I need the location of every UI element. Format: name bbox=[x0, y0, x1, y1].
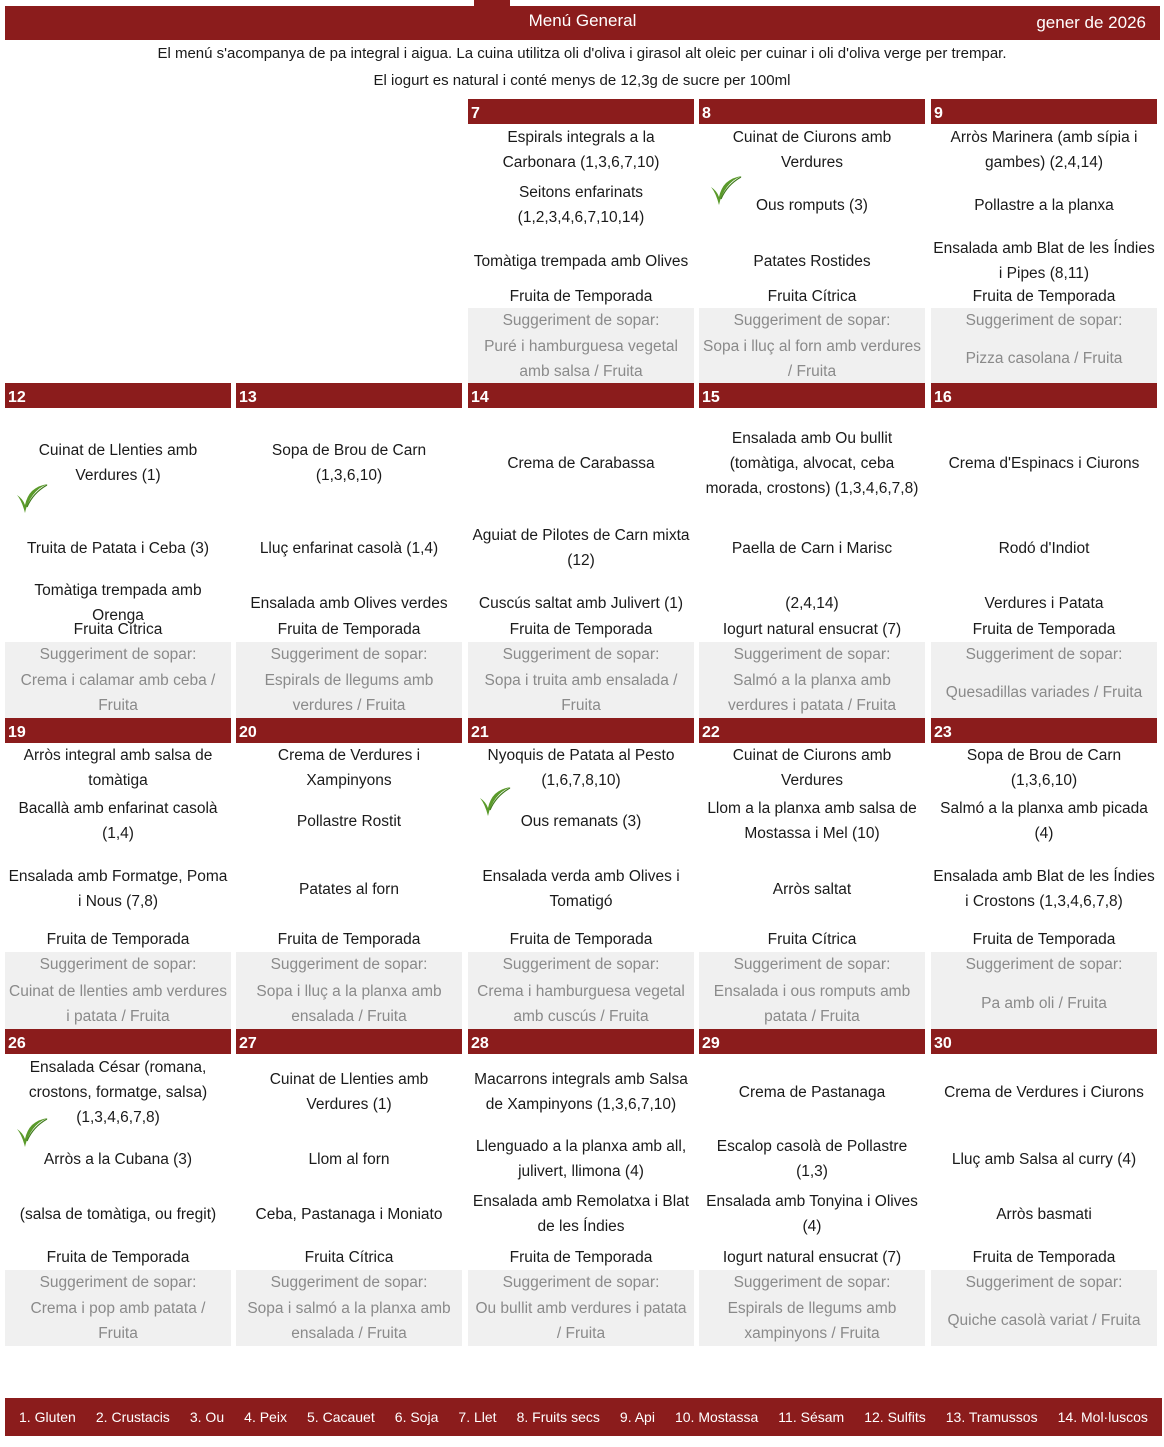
leaf-icon bbox=[13, 1115, 49, 1149]
day-number: 14 bbox=[468, 383, 694, 408]
dessert: Fruita de Temporada bbox=[972, 287, 1116, 305]
dessert: Fruita de Temporada bbox=[972, 930, 1116, 948]
day-cell-12 bbox=[5, 383, 231, 719]
second-course: Bacallà amb enfarinat casolà (1,4) bbox=[18, 800, 218, 842]
dinner-suggestion bbox=[699, 308, 925, 384]
allergen-item: 13. Tramussos bbox=[945, 1409, 1038, 1425]
dinner-suggestion-text: Sopa i salmó a la planxa amb ensalada / Fruita bbox=[247, 1299, 451, 1342]
dinner-suggestion-text: Quiche casolà variat / Fruita bbox=[947, 1312, 1141, 1329]
dinner-suggestion-text: Salmó a la planxa amb verdures i patata / Fruita bbox=[728, 671, 896, 714]
dessert: Fruita Cítrica bbox=[73, 620, 163, 638]
dessert: Fruita Cítrica bbox=[304, 1248, 394, 1266]
side-dish: Patates Rostides bbox=[753, 252, 871, 270]
first-course: Crema de Pastanaga bbox=[738, 1083, 886, 1101]
day-number: 26 bbox=[5, 1029, 231, 1054]
dinner-suggestion-text: Sopa i truita amb ensalada / Fruita bbox=[484, 671, 678, 714]
day-number: 9 bbox=[931, 99, 1157, 124]
allergen-item: 14. Mol·luscos bbox=[1057, 1409, 1148, 1425]
day-cell-23 bbox=[931, 718, 1157, 1030]
first-course: Arròs integral amb salsa de tomàtiga bbox=[23, 747, 213, 789]
dinner-suggestion-text: Espirals de llegums amb xampinyons / Fruita bbox=[727, 1299, 897, 1342]
dessert: Iogurt natural ensucrat (7) bbox=[722, 620, 902, 638]
dinner-suggestion-label: Suggeriment de sopar: bbox=[733, 956, 891, 973]
day-number: 28 bbox=[468, 1029, 694, 1054]
day-number: 16 bbox=[931, 383, 1157, 408]
allergen-item: 9. Api bbox=[619, 1409, 655, 1425]
dinner-suggestion bbox=[931, 642, 1157, 718]
day-cell-28 bbox=[468, 1029, 694, 1352]
dinner-suggestion-text: Cuinat de llenties amb verdures i patata / Fruita bbox=[9, 982, 227, 1025]
second-course: Pollastre a la planxa bbox=[974, 196, 1114, 214]
leaf-icon bbox=[13, 481, 49, 515]
dinner-suggestion-label: Suggeriment de sopar: bbox=[502, 956, 660, 973]
side-dish: Ensalada amb Tonyina i Olives (4) bbox=[706, 1193, 918, 1235]
allergen-item: 5. Cacauet bbox=[307, 1409, 375, 1425]
dessert: Fruita de Temporada bbox=[509, 620, 653, 638]
dinner-suggestion bbox=[931, 308, 1157, 384]
dessert: Fruita Cítrica bbox=[767, 287, 857, 305]
second-course: Lluç amb Salsa al curry (4) bbox=[951, 1150, 1137, 1168]
second-course: Escalop casolà de Pollastre (1,3) bbox=[716, 1138, 908, 1180]
dinner-suggestion bbox=[699, 642, 925, 718]
dinner-suggestion-label: Suggeriment de sopar: bbox=[502, 1274, 660, 1291]
second-course: Llom al forn bbox=[308, 1150, 390, 1168]
leaf-icon bbox=[476, 784, 512, 818]
second-course: Salmó a la planxa amb picada (4) bbox=[940, 800, 1148, 842]
first-course: Cuinat de Llenties amb Verdures (1) bbox=[269, 1071, 429, 1113]
day-cell-15 bbox=[699, 383, 925, 719]
day-number: 20 bbox=[236, 718, 462, 743]
dinner-suggestion bbox=[236, 1270, 462, 1346]
first-course: Crema de Verdures i Ciurons bbox=[944, 1083, 1144, 1101]
dinner-suggestion bbox=[468, 308, 694, 384]
second-course: Lluç enfarinat casolà (1,4) bbox=[259, 539, 439, 557]
day-cell-16 bbox=[931, 383, 1157, 719]
dinner-suggestion-text: Pizza casolana / Fruita bbox=[965, 350, 1123, 367]
day-cell-26 bbox=[5, 1029, 231, 1352]
day-cell-19 bbox=[5, 718, 231, 1030]
dinner-suggestion bbox=[931, 1270, 1157, 1346]
dessert: Iogurt natural ensucrat (7) bbox=[722, 1248, 902, 1266]
second-course: Arròs a la Cubana (3) bbox=[43, 1150, 193, 1168]
dessert: Fruita de Temporada bbox=[277, 930, 421, 948]
dinner-suggestion-text: Sopa i lluç a la planxa amb ensalada / Fruita bbox=[256, 982, 442, 1025]
first-course: Crema d'Espinacs i Ciurons bbox=[948, 454, 1140, 472]
leaf-icon bbox=[707, 173, 743, 207]
side-dish: Tomàtiga trempada amb Orenga bbox=[34, 582, 202, 624]
dessert: Fruita de Temporada bbox=[509, 1248, 653, 1266]
second-course: Aguiat de Pilotes de Carn mixta (12) bbox=[472, 527, 690, 569]
allergen-item: 8. Fruits secs bbox=[516, 1409, 600, 1425]
dinner-suggestion bbox=[468, 642, 694, 718]
side-dish: Ensalada amb Remolatxa i Blat de les Índies bbox=[472, 1193, 690, 1235]
dinner-suggestion-text: Ensalada i ous romputs amb patata / Fruita bbox=[713, 982, 911, 1025]
dinner-suggestion bbox=[5, 1270, 231, 1346]
dinner-suggestion-label: Suggeriment de sopar: bbox=[270, 1274, 428, 1291]
first-course: Cuinat de Ciurons amb Verdures bbox=[732, 747, 892, 789]
side-dish: Ensalada amb Formatge, Poma i Nous (7,8) bbox=[8, 868, 228, 910]
dinner-suggestion-label: Suggeriment de sopar: bbox=[270, 646, 428, 663]
day-cell-13 bbox=[236, 383, 462, 719]
side-dish: Verdures i Patata bbox=[984, 594, 1104, 612]
dinner-suggestion-text: Pa amb oli / Fruita bbox=[981, 995, 1107, 1012]
first-course: Crema de Carabassa bbox=[507, 454, 655, 472]
dinner-suggestion-text: Crema i hamburguesa vegetal amb cuscús / Fruita bbox=[477, 982, 685, 1025]
second-course: Ous remanats (3) bbox=[520, 812, 642, 830]
dinner-suggestion-text: Espirals de llegums amb verdures / Fruita bbox=[264, 671, 434, 714]
second-course: Pollastre Rostit bbox=[296, 812, 402, 830]
side-dish: Arròs saltat bbox=[772, 880, 852, 898]
allergen-item: 1. Gluten bbox=[19, 1409, 76, 1425]
day-number: 22 bbox=[699, 718, 925, 743]
day-number: 29 bbox=[699, 1029, 925, 1054]
side-dish: Ensalada amb Blat de les Índies i Pipes (8,11) bbox=[933, 240, 1155, 282]
dinner-suggestion bbox=[699, 952, 925, 1030]
dessert: Fruita de Temporada bbox=[46, 930, 190, 948]
dinner-suggestion-text: Ou bullit amb verdures i patata / Fruita bbox=[475, 1299, 687, 1342]
second-course: Ous romputs (3) bbox=[756, 196, 868, 214]
dinner-suggestion-label: Suggeriment de sopar: bbox=[733, 646, 891, 663]
dinner-suggestion-label: Suggeriment de sopar: bbox=[39, 1274, 197, 1291]
allergen-item: 12. Sulfits bbox=[864, 1409, 926, 1425]
month-label: gener de 2026 bbox=[1036, 13, 1146, 32]
second-course: Seitons enfarinats (1,2,3,4,6,7,10,14) bbox=[517, 184, 645, 226]
side-dish: Tomàtiga trempada amb Olives bbox=[473, 252, 689, 270]
second-course: Truita de Patata i Ceba (3) bbox=[26, 539, 210, 557]
dinner-suggestion-label: Suggeriment de sopar: bbox=[39, 956, 197, 973]
allergen-item: 11. Sésam bbox=[778, 1409, 845, 1425]
dinner-suggestion-label: Suggeriment de sopar: bbox=[965, 1274, 1123, 1291]
day-cell-7 bbox=[468, 99, 694, 384]
allergen-item: 4. Peix bbox=[244, 1409, 287, 1425]
first-course: Cuinat de Ciurons amb Verdures bbox=[732, 129, 892, 171]
first-course: Arròs Marinera (amb sípia i gambes) (2,4,14) bbox=[950, 129, 1138, 171]
day-cell-8 bbox=[699, 99, 925, 384]
dinner-suggestion bbox=[931, 952, 1157, 1030]
dinner-suggestion-label: Suggeriment de sopar: bbox=[502, 646, 660, 663]
dinner-suggestion bbox=[468, 952, 694, 1030]
side-dish: Cuscús saltat amb Julivert (1) bbox=[478, 594, 684, 612]
first-course: Sopa de Brou de Carn (1,3,6,10) bbox=[966, 747, 1122, 789]
allergen-item: 10. Mostassa bbox=[674, 1409, 759, 1425]
day-number: 27 bbox=[236, 1029, 462, 1054]
intro-line-2: El iogurt es natural i conté menys de 12,3g de sucre per 100ml bbox=[373, 72, 791, 89]
side-dish: (2,4,14) bbox=[785, 594, 839, 612]
day-number: 7 bbox=[468, 99, 694, 124]
intro-line-1: El menú s'acompanya de pa integral i aigua. La cuina utilitza oli d'oliva i girasol alt oleic per cuinar i oli d'oliva verge per trempar. bbox=[157, 45, 1007, 62]
dessert: Fruita de Temporada bbox=[46, 1248, 190, 1266]
dinner-suggestion-label: Suggeriment de sopar: bbox=[270, 956, 428, 973]
week-row bbox=[5, 718, 1162, 1030]
first-course: Ensalada amb Ou bullit (tomàtiga, alvocat, ceba morada, crostons) (1,3,4,6,7,8) bbox=[705, 429, 919, 497]
week-row bbox=[5, 383, 1162, 719]
dinner-suggestion-label: Suggeriment de sopar: bbox=[733, 312, 891, 329]
dinner-suggestion bbox=[5, 952, 231, 1030]
dinner-suggestion-text: Quesadillas variades / Fruita bbox=[945, 684, 1143, 701]
day-cell-30 bbox=[931, 1029, 1157, 1352]
title-bar bbox=[5, 6, 1160, 40]
first-course: Espirals integrals a la Carbonara (1,3,6,7,10) bbox=[502, 129, 660, 171]
dinner-suggestion bbox=[236, 952, 462, 1030]
allergen-item: 2. Crustacis bbox=[95, 1409, 170, 1425]
day-number: 12 bbox=[5, 383, 231, 408]
day-number: 15 bbox=[699, 383, 925, 408]
allergen-item: 6. Soja bbox=[394, 1409, 439, 1425]
day-cell-29 bbox=[699, 1029, 925, 1352]
day-cell-9 bbox=[931, 99, 1157, 384]
second-course: Paella de Carn i Marisc bbox=[731, 539, 893, 557]
side-dish: Ensalada amb Olives verdes bbox=[250, 594, 448, 612]
second-course: Llenguado a la planxa amb all, julivert, llimona (4) bbox=[475, 1138, 687, 1180]
allergen-legend bbox=[5, 1398, 1162, 1436]
dinner-suggestion-text: Sopa i lluç al forn amb verdures / Fruita bbox=[703, 337, 921, 380]
first-course: Sopa de Brou de Carn (1,3,6,10) bbox=[271, 442, 427, 484]
day-cell-20 bbox=[236, 718, 462, 1030]
page-title: Menú General bbox=[528, 11, 637, 30]
dinner-suggestion-text: Puré i hamburguesa vegetal amb salsa / Fruita bbox=[484, 337, 678, 380]
dinner-suggestion-label: Suggeriment de sopar: bbox=[733, 1274, 891, 1291]
dinner-suggestion-label: Suggeriment de sopar: bbox=[965, 956, 1123, 973]
second-course: Rodó d'Indiot bbox=[998, 539, 1090, 557]
side-dish: Arròs basmati bbox=[996, 1205, 1092, 1223]
day-number: 13 bbox=[236, 383, 462, 408]
dinner-suggestion-text: Crema i pop amb patata / Fruita bbox=[30, 1299, 206, 1342]
dinner-suggestion bbox=[468, 1270, 694, 1346]
dinner-suggestion-label: Suggeriment de sopar: bbox=[965, 312, 1123, 329]
dinner-suggestion bbox=[699, 1270, 925, 1346]
first-course: Ensalada César (romana, crostons, formatge, salsa) (1,3,4,6,7,8) bbox=[28, 1058, 208, 1126]
day-cell-14 bbox=[468, 383, 694, 719]
dinner-suggestion bbox=[5, 642, 231, 718]
week-row bbox=[5, 1029, 1162, 1352]
side-dish: Ensalada amb Blat de les Índies i Crostons (1,3,4,6,7,8) bbox=[933, 868, 1155, 910]
day-number: 23 bbox=[931, 718, 1157, 743]
first-course: Crema de Verdures i Xampinyons bbox=[277, 747, 421, 789]
first-course: Cuinat de Llenties amb Verdures (1) bbox=[38, 442, 198, 484]
day-number: 19 bbox=[5, 718, 231, 743]
day-cell-22 bbox=[699, 718, 925, 1030]
first-course: Macarrons integrals amb Salsa de Xampinyons (1,3,6,7,10) bbox=[474, 1071, 688, 1113]
dessert: Fruita de Temporada bbox=[972, 1248, 1116, 1266]
week-row bbox=[5, 99, 1162, 384]
side-dish: Ceba, Pastanaga i Moniato bbox=[255, 1205, 443, 1223]
dessert: Fruita de Temporada bbox=[509, 287, 653, 305]
dinner-suggestion-label: Suggeriment de sopar: bbox=[965, 646, 1123, 663]
dessert: Fruita de Temporada bbox=[972, 620, 1116, 638]
day-number: 30 bbox=[931, 1029, 1157, 1054]
dinner-suggestion-label: Suggeriment de sopar: bbox=[502, 312, 660, 329]
dinner-suggestion-text: Crema i calamar amb ceba / Fruita bbox=[20, 671, 216, 714]
first-course: Nyoquis de Patata al Pesto (1,6,7,8,10) bbox=[487, 747, 675, 789]
side-dish: (salsa de tomàtiga, ou fregit) bbox=[19, 1205, 217, 1223]
day-number: 8 bbox=[699, 99, 925, 124]
dessert: Fruita Cítrica bbox=[767, 930, 857, 948]
side-dish: Ensalada verda amb Olives i Tomatigó bbox=[482, 868, 680, 910]
day-cell-27 bbox=[236, 1029, 462, 1352]
allergen-item: 7. Llet bbox=[458, 1409, 497, 1425]
dessert: Fruita de Temporada bbox=[509, 930, 653, 948]
day-cell-21 bbox=[468, 718, 694, 1030]
dinner-suggestion bbox=[236, 642, 462, 718]
second-course: Llom a la planxa amb salsa de Mostassa i Mel (10) bbox=[707, 800, 917, 842]
dessert: Fruita de Temporada bbox=[277, 620, 421, 638]
side-dish: Patates al forn bbox=[299, 880, 399, 898]
day-number: 21 bbox=[468, 718, 694, 743]
dinner-suggestion-label: Suggeriment de sopar: bbox=[39, 646, 197, 663]
allergen-item: 3. Ou bbox=[189, 1409, 225, 1425]
